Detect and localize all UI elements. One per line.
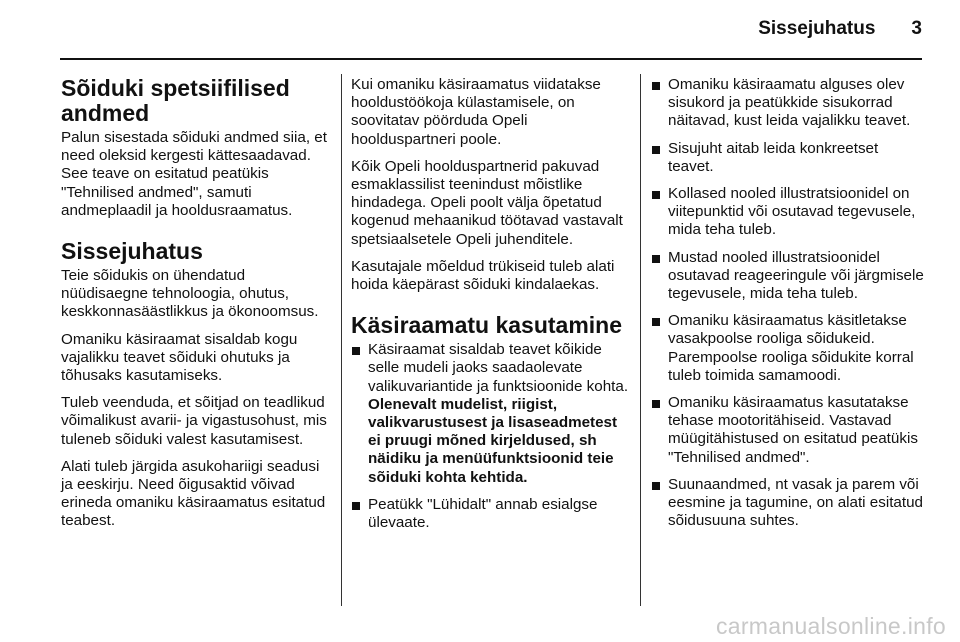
paragraph: Kasutajale mõeldud trükiseid tuleb alati hoida käepärast sõiduki kindalaekas. bbox=[351, 257, 615, 294]
list-item: Suunaandmed, nt vasak ja parem või eesmine ja tagumine, on alati esitatud sõidusuuna suhtes. bbox=[651, 476, 927, 531]
list-item: Omaniku käsiraamatu alguses olev sisukord ja peatükkide sisukorrad näitavad, kust leida vajalikku teavet. bbox=[651, 76, 927, 131]
list-item bbox=[351, 341, 631, 487]
page-number: 3 bbox=[911, 18, 922, 39]
list-item: Omaniku käsiraamatus kasutatakse tehase mootoritähiseid. Vastavad müügitähistused on esitatud peatükis "Tehnilised andmed". bbox=[651, 394, 927, 467]
list-item: Kollased nooled illustratsioonidel on viitepunktid või osutavad tegevusele, mida teha tuleb. bbox=[651, 185, 927, 240]
paragraph: Kui omaniku käsiraamatus viidatakse hooldustöökoja külastamisele, on soovitatav pöörduda Opeli hoolduspartneri poole. bbox=[351, 76, 601, 148]
list-item: Peatükk "Lühidalt" annab esialgse ülevaate. bbox=[351, 496, 631, 532]
column-1 bbox=[61, 76, 333, 540]
column-3 bbox=[651, 76, 927, 539]
bullet-list bbox=[651, 76, 927, 530]
column-2 bbox=[351, 76, 631, 541]
paragraph: Teie sõidukis on ühendatud nüüdisaegne tehnoloogia, ohutus, keskkonnasäästlikkus ja ökonoomsus. bbox=[61, 267, 319, 321]
heading-vehicle-data: Sõiduki spetsiifilised andmed bbox=[61, 75, 290, 126]
paragraph-vehicle-data: Palun sisestada sõiduki andmed siia, et need oleksid kergesti kättesaadavad. See teave on esitatud peatükis "Tehnilised andmed", samuti andmeplaadil ja hooldusraamatus. bbox=[61, 129, 327, 219]
heading-introduction: Sissejuhatus bbox=[61, 238, 203, 265]
list-item-text: Käsiraamat sisaldab teavet kõikide selle mudeli jaoks saadaolevate valikuvariantide ja funktsioonide kohta. bbox=[368, 341, 629, 395]
list-item: Omaniku käsiraamatus käsitletakse vasakpoolse rooliga sõidukeid. Parempoolse rooliga sõidukite korral tuleb toimida samamoodi. bbox=[651, 312, 927, 385]
page-header bbox=[758, 18, 922, 40]
list-item: Mustad nooled illustratsioonidel osutavad reageeringule või järgmisele tegevusele, mida teha tuleb. bbox=[651, 249, 927, 304]
column-divider-1 bbox=[341, 74, 342, 606]
paragraph: Tuleb veenduda, et sõitjad on teadlikud võimalikust avarii- ja vigastusohust, mis tuleneb sõiduki valest kasutamisest. bbox=[61, 394, 327, 448]
bullet-list bbox=[351, 341, 631, 532]
header-title: Sissejuhatus bbox=[758, 18, 876, 39]
paragraph: Alati tuleb järgida asukohariigi seadusi ja eeskirju. Need õigusaktid võivad erineda omaniku käsiraamatus esitatud teabest. bbox=[61, 457, 326, 530]
list-item: Sisujuht aitab leida konkreetset teavet. bbox=[651, 140, 927, 176]
watermark: carmanualsonline.info bbox=[715, 613, 946, 639]
heading-manual-usage: Käsiraamatu kasutamine bbox=[351, 312, 623, 339]
list-item-bold-text: Olenevalt mudelist, riigist, valikvarustusest ja lisaseadmetest ei pruugi mõned kirjeldused, sh näidiku ja menüüfunktsioonid teie sõiduki kohta kehtida. bbox=[368, 395, 618, 486]
column-divider-2 bbox=[640, 74, 641, 606]
header-rule bbox=[60, 58, 922, 60]
paragraph: Kõik Opeli hoolduspartnerid pakuvad esmaklassilist teenindust mõistlike hindadega. Opeli poolt välja õpetatud kogenud mehaanikud töötavad vastavalt spetsiaalsetele Opeli juhenditele. bbox=[351, 157, 623, 248]
paragraph: Omaniku käsiraamat sisaldab kogu vajalikku teavet sõiduki ohutuks ja tõhusaks kasutamiseks. bbox=[61, 330, 298, 385]
